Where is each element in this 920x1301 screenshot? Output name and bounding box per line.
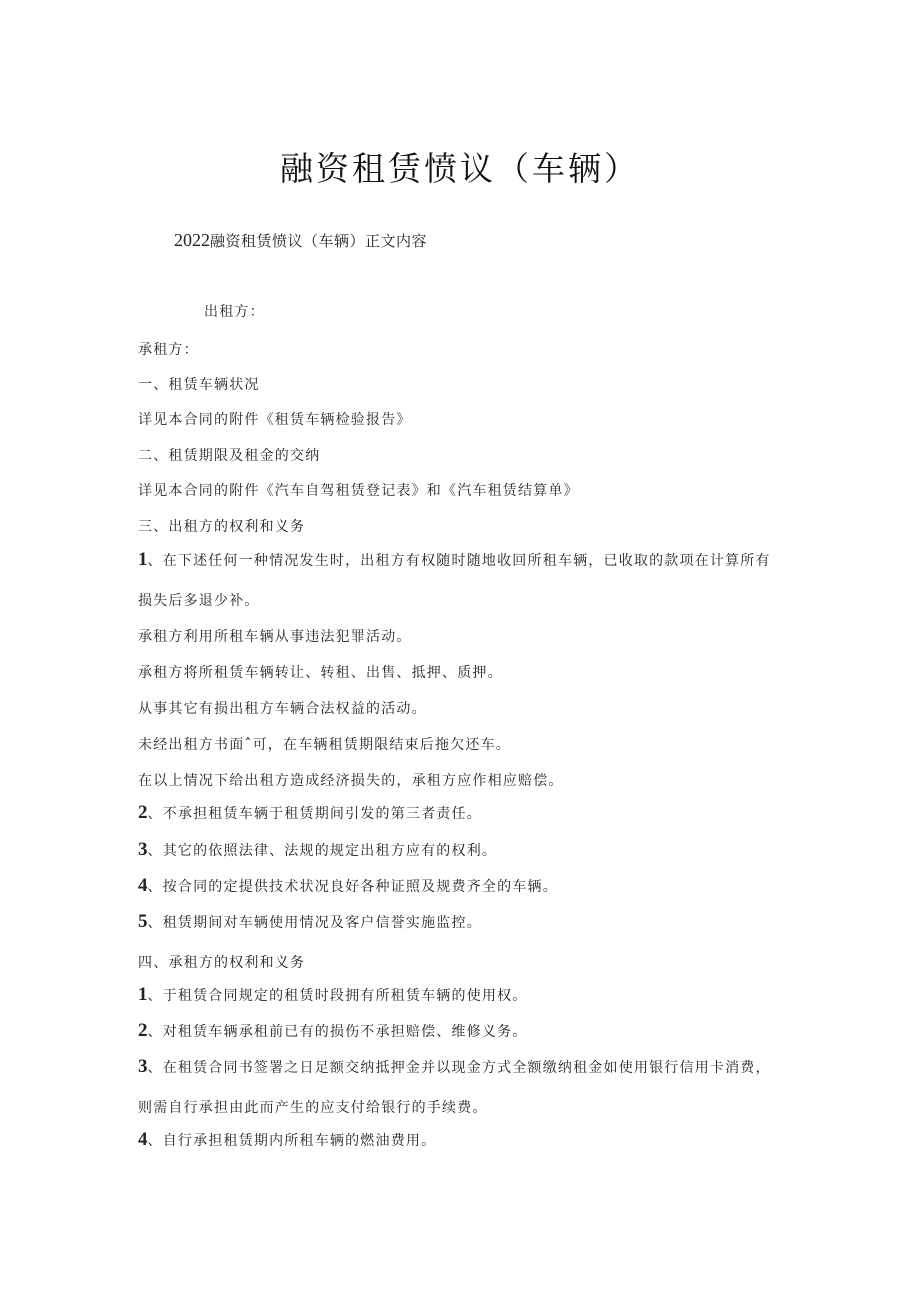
line-text: 承租方利用所租车辆从事违法犯罪活动。 [138, 629, 412, 645]
line-text: 一、租赁车辆状况 [138, 377, 260, 393]
line-text: 、租赁期间对车辆使用情况及客户信誉实施监控。 [147, 915, 482, 931]
paragraph-line [138, 661, 503, 683]
line-text: 四、承租方的权利和义务 [138, 955, 306, 971]
numbered-item [138, 1020, 528, 1042]
item-number: 5 [138, 911, 148, 932]
line-text: 三、出租方的权利和义务 [138, 519, 306, 535]
item-number: 2 [138, 802, 148, 823]
paragraph-line [204, 300, 265, 322]
item-number: 2 [138, 1020, 148, 1041]
subtitle-text: 融资租赁愤议（车辆）正文内容 [210, 232, 428, 250]
line-text: 从事其它有损出租方车辆合法权益的活动。 [138, 701, 427, 717]
numbered-item [138, 1129, 436, 1151]
numbered-item [138, 911, 482, 933]
section-heading [138, 373, 260, 395]
item-number: 3 [138, 839, 148, 860]
document-title: 融资租赁愤议（车辆） [280, 149, 640, 188]
section-heading [138, 444, 320, 466]
numbered-item [138, 549, 771, 571]
line-text: 损失后多退少补。 [138, 593, 260, 609]
line-text: 承租方将所租赁车辆转让、转租、出售、抵押、质押。 [138, 665, 503, 681]
line-text: 、按合同的定提供技术状况良好各种证照及规费齐全的车辆。 [147, 879, 558, 895]
line-text: 、其它的依照法律、法规的规定出租方应有的权利。 [147, 843, 498, 859]
item-number: 1 [138, 549, 148, 570]
line-text: 则需自行承担由此而产生的应支付给银行的手续费。 [138, 1100, 488, 1116]
paragraph-line [138, 769, 564, 791]
line-text: 、于租赁合同规定的租赁时段拥有所租赁车辆的使用权。 [147, 988, 528, 1004]
paragraph-line [138, 697, 427, 719]
line-text: 、在下述任何一种情况发生时，出租方有权随时随地收回所租车辆，已收取的款项在计算所有 [147, 553, 771, 569]
subtitle-year: 2022 [174, 230, 210, 250]
line-text: 详见本合同的附件《租赁车辆检验报告》 [138, 412, 412, 428]
paragraph-line [138, 733, 511, 755]
line-text: 出租方： [204, 304, 265, 320]
line-text: 二、租赁期限及租金的交纳 [138, 448, 321, 464]
section-heading [138, 951, 305, 973]
item-number: 4 [138, 875, 148, 896]
line-text: 、不承担租赁车辆于租赁期间引发的第三者责任。 [147, 806, 482, 822]
line-text: 、对租赁车辆承租前已有的损伤不承担赔偿、维修义务。 [147, 1024, 528, 1040]
line-text: 在以上情况下给出租方造成经济损失的，承租方应作相应赔偿。 [138, 773, 564, 789]
line-text: 未经出租方书面ˆ可，在车辆租赁期限结束后拖欠还车。 [138, 737, 511, 753]
numbered-item [138, 802, 482, 824]
item-number: 1 [138, 984, 148, 1005]
paragraph-line [138, 1096, 488, 1118]
line-text: 承租方： [138, 342, 199, 358]
numbered-item [138, 984, 528, 1006]
paragraph-line [138, 479, 579, 501]
paragraph-line [138, 408, 412, 430]
section-heading [138, 515, 305, 537]
line-text: 、自行承担租赁期内所租车辆的燃油费用。 [147, 1133, 437, 1149]
numbered-item [138, 839, 497, 861]
item-number: 3 [138, 1056, 148, 1077]
paragraph-line [138, 625, 412, 647]
paragraph-line [138, 589, 260, 611]
numbered-item [138, 875, 558, 897]
line-text: 详见本合同的附件《汽车自驾租赁登记表》和《汽车租赁结算单》 [138, 483, 579, 499]
numbered-item [138, 1056, 771, 1078]
line-text: 、在租赁合同书签署之日足额交纳抵押金并以现金方式全额缴纳租金如使用银行信用卡消费， [147, 1060, 771, 1076]
item-number: 4 [138, 1129, 148, 1150]
document-subtitle [174, 230, 427, 251]
paragraph-line [138, 338, 199, 360]
